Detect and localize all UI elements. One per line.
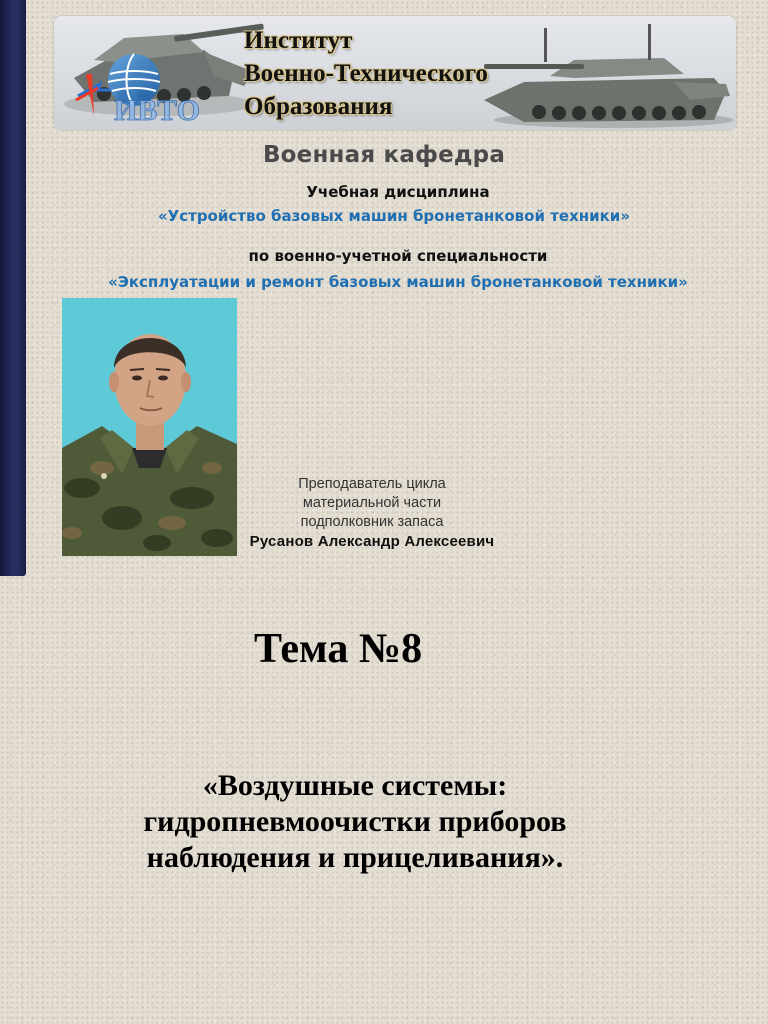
department-title: Военная кафедра [262,142,506,168]
subject-name: «Устройство базовых машин бронетанковой техники» [157,207,631,225]
institute-name-line3: Образования [244,93,393,120]
teacher-photo [62,298,237,556]
teacher-rank: подполковник запаса [300,514,444,530]
institute-name-line1: Институт [244,27,353,54]
topic-number: Тема №8 [254,626,423,672]
svg-text:ИВТО: ИВТО [114,94,200,127]
topic-title-line3: наблюдения и прицеливания». [146,841,564,874]
topic-title [90,768,620,876]
topic-title-line2: гидропневмоочистки приборов [143,805,567,838]
teacher-info [236,475,508,551]
specialty-name: «Эксплуатации и ремонт базовых машин бронетанковой техники» [108,273,688,291]
topic-title-line1: «Воздушные системы: [202,769,508,802]
institute-name-line2: Военно-Технического [244,60,488,87]
specialty-label: по военно-учетной специальности [248,247,548,265]
teacher-position-line1: Преподаватель цикла [298,476,446,492]
teacher-position-line2: материальной части [302,495,442,511]
subject-label: Учебная дисциплина [306,183,490,201]
institute-name [244,24,488,123]
institute-banner [54,16,736,130]
teacher-name: Русанов Александр Алексеевич [249,533,495,550]
side-accent-bar [0,0,26,576]
